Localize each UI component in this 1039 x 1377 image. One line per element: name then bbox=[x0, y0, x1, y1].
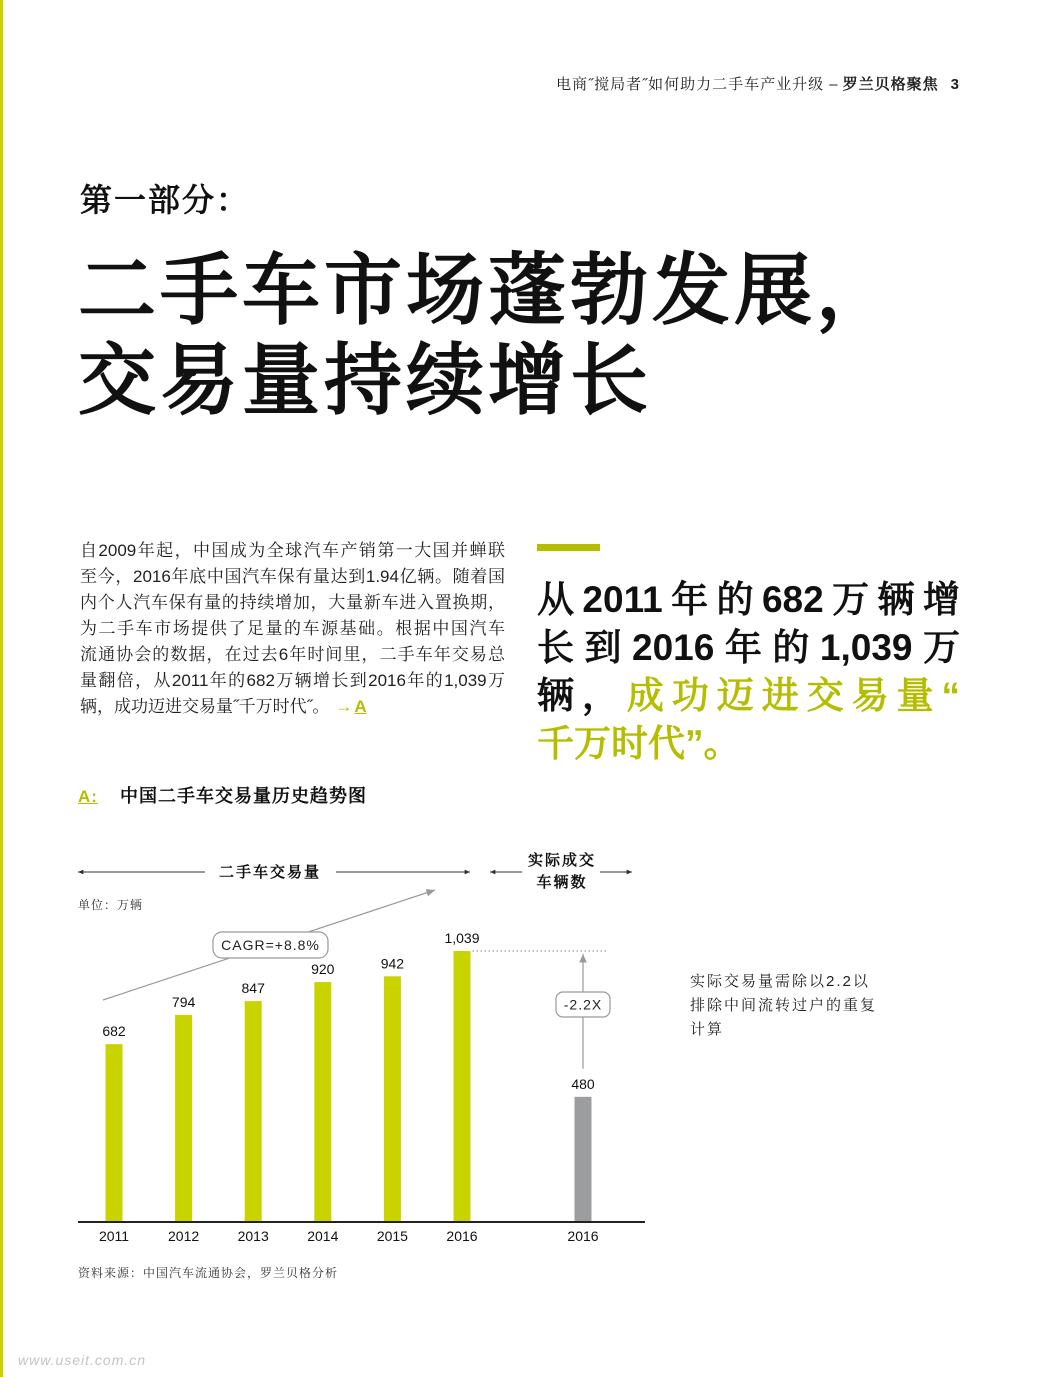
body-line-4: 为二手车市场提供了足量的车源基础。根据中国汽车 bbox=[80, 619, 505, 638]
pull-quote-line-3-highlight: 成功迈进交易量“ bbox=[626, 675, 961, 716]
pull-quote-line-4: 千万时代”。 bbox=[537, 723, 741, 764]
chart-side-note-line-1: 实际交易量需除以2.2以 bbox=[690, 973, 870, 990]
value-label-2016-actual: 480 bbox=[571, 1075, 595, 1092]
series-label-transactions: 二手车交易量 bbox=[218, 864, 322, 881]
chart-source: 资料来源：中国汽车流通协会，罗兰贝格分析 bbox=[78, 1266, 339, 1280]
pull-quote-line-3 bbox=[537, 672, 960, 720]
body-line-7 bbox=[80, 694, 505, 720]
body-line-5: 流通协会的数据，在过去6年时间里，二手车年交易总 bbox=[80, 645, 505, 664]
chart-side-note bbox=[690, 970, 877, 1042]
bar-2011 bbox=[106, 1044, 123, 1222]
body-line-3: 内个人汽车保有量的持续增加，大量新车进入置换期， bbox=[80, 593, 505, 612]
page-title-line-2: 交易量持续增长 bbox=[78, 336, 653, 424]
bar-chart bbox=[0, 840, 700, 1260]
x-tick-2016-actual: 2016 bbox=[567, 1228, 599, 1244]
chart-marks bbox=[99, 930, 606, 1244]
bar-2016-actual bbox=[575, 1097, 592, 1222]
brand-name: 罗兰贝格聚焦 bbox=[842, 76, 939, 93]
running-header bbox=[556, 74, 960, 96]
ratio-badge-text: -2.2X bbox=[563, 996, 603, 1013]
arrow-right-icon: → bbox=[335, 697, 353, 716]
value-label-2013: 847 bbox=[241, 980, 265, 997]
ratio-badge bbox=[556, 992, 610, 1017]
chart-title bbox=[78, 784, 367, 809]
chart-side-note-line-2: 排除中间流转过户的重复 bbox=[690, 997, 878, 1014]
pull-quote bbox=[537, 576, 960, 768]
x-tick-2015: 2015 bbox=[376, 1228, 408, 1244]
x-tick-2016: 2016 bbox=[446, 1228, 478, 1244]
running-title: 电商˝搅局者˝如何助力二手车产业升级 – bbox=[556, 76, 839, 93]
bar-2014 bbox=[314, 982, 331, 1222]
bar-2016 bbox=[454, 951, 471, 1222]
figure-reference-link[interactable] bbox=[335, 697, 366, 716]
value-label-2014: 920 bbox=[311, 961, 335, 978]
page-title-line-1: 二手车市场蓬勃发展， bbox=[78, 246, 899, 334]
page-number: 3 bbox=[950, 76, 960, 93]
bar-2012 bbox=[175, 1015, 192, 1222]
figure-reference-label: A bbox=[354, 697, 367, 716]
watermark: www.useit.com.cn bbox=[18, 1352, 147, 1368]
value-label-2015: 942 bbox=[380, 955, 405, 972]
x-tick-2011: 2011 bbox=[98, 1228, 130, 1244]
section-label: 第一部分： bbox=[80, 182, 251, 218]
unit-label: 单位：万辆 bbox=[78, 898, 144, 912]
cagr-badge bbox=[213, 932, 328, 958]
bar-2013 bbox=[245, 1001, 262, 1222]
pull-quote-accent-bar bbox=[537, 544, 600, 551]
x-tick-2013: 2013 bbox=[237, 1228, 269, 1244]
value-label-2011: 682 bbox=[102, 1023, 126, 1040]
chart-title-text: 中国二手车交易量历史趋势图 bbox=[119, 786, 367, 806]
pull-quote-line-2: 长到2016年的1,039万 bbox=[537, 627, 960, 668]
x-tick-2012: 2012 bbox=[168, 1228, 200, 1244]
body-line-7-text: 辆，成功迈进交易量˝千万时代˝。 bbox=[80, 697, 330, 716]
body-line-1: 自2009年起，中国成为全球汽车产销第一大国并蝉联 bbox=[80, 541, 505, 560]
value-label-2012: 794 bbox=[171, 993, 196, 1010]
bar-2015 bbox=[384, 976, 401, 1222]
series-label-actual-line-1: 实际成交 bbox=[527, 852, 597, 869]
chart-side-note-line-3: 计算 bbox=[690, 1021, 725, 1038]
body-paragraph bbox=[80, 538, 505, 720]
chart-label: A: bbox=[78, 787, 98, 806]
body-line-6: 量翻倍，从2011年的682万辆增长到2016年的1,039万 bbox=[80, 671, 505, 690]
pull-quote-line-3-plain: 辆， bbox=[537, 675, 627, 716]
pull-quote-line-1: 从2011年的682万辆增 bbox=[537, 579, 960, 620]
body-line-2: 至今，2016年底中国汽车保有量达到1.94亿辆。随着国 bbox=[80, 567, 505, 586]
value-label-2016: 1,039 bbox=[444, 930, 480, 947]
series-label-actual-line-2: 车辆数 bbox=[536, 874, 588, 891]
page-title bbox=[78, 245, 898, 425]
cagr-badge-text: CAGR=+8.8% bbox=[221, 937, 320, 953]
x-tick-2014: 2014 bbox=[307, 1228, 339, 1244]
